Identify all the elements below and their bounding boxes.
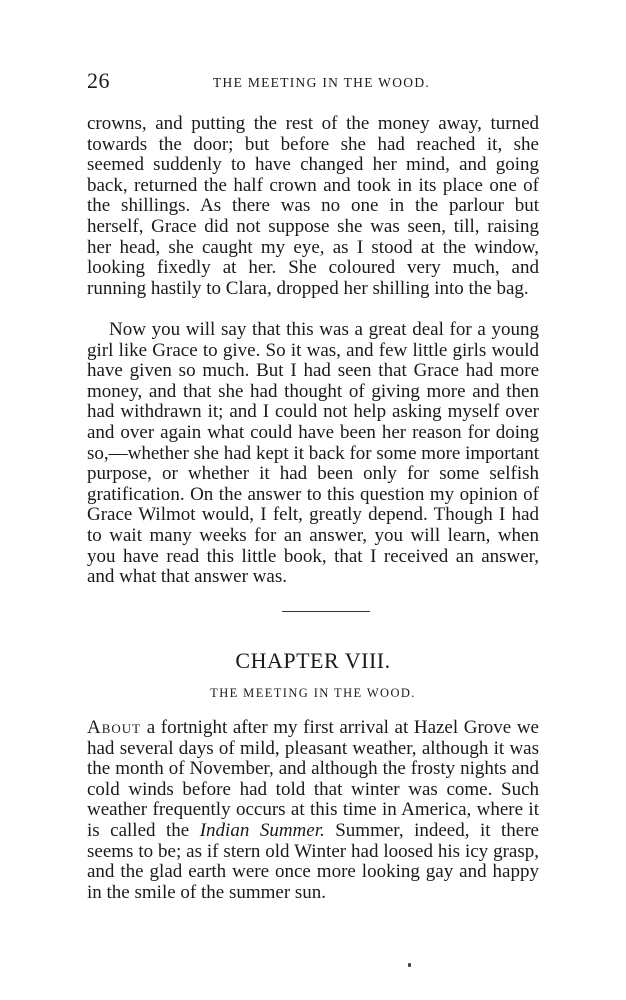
italic-phrase: Indian Summer.	[199, 819, 325, 841]
opening-text-part-1: a fortnight after my first arrival at Hazel Grove we had several days of mild, pleasant weather, although it was the month of November, and although the frosty nights and cold winds before had told that winter was come. Such weather frequently occurs at this time in America, where it is called the	[87, 717, 539, 841]
chapter-opening-paragraph	[87, 718, 539, 903]
ink-speck	[408, 963, 411, 967]
page-number: 26	[87, 68, 110, 93]
running-head	[87, 68, 539, 98]
body-paragraph-1: crowns, and putting the rest of the money away, turned towards the door; but before she had reached it, she seemed suddenly to have changed her mind, and going back, returned the half crown and took in its place one of the shillings. As there was no one in the parlour but herself, Grace did not suppose she was seen, till, raising her head, she caught my eye, as I stood at the window, looking fixedly at her. She coloured very much, and running hastily to Clara, dropped her shilling into the bag.	[87, 113, 539, 299]
body-paragraph-2: Now you will say that this was a great deal for a young girl like Grace to give. So it was, and few little girls would have given so much. But I had seen that Grace had more money, and that she had thought of giving more and then had withdrawn it; and I could not help asking myself over and over again what could have been her reason for doing so,—whether she had kept it back for some more important purpose, or whether it had been only for some selfish gratification. On the answer to this question my opinion of Grace Wilmot would, I felt, greatly depend. Though I had to wait many weeks for an answer, you will learn, when you have read this little book, that I received an answer, and what that answer was.	[87, 319, 539, 588]
chapter-heading: CHAPTER VIII.	[235, 648, 391, 673]
section-divider	[282, 611, 370, 612]
opening-word: About	[87, 717, 142, 738]
opening-text-part-2: Summer, indeed, it there seems to be; as if stern old Winter had loosed his icy grasp, and the glad earth were once more looking gay and happy in the smile of the summer sun.	[87, 819, 539, 903]
running-title: THE MEETING IN THE WOOD.	[213, 75, 431, 90]
chapter-subtitle: THE MEETING IN THE WOOD.	[210, 686, 416, 700]
